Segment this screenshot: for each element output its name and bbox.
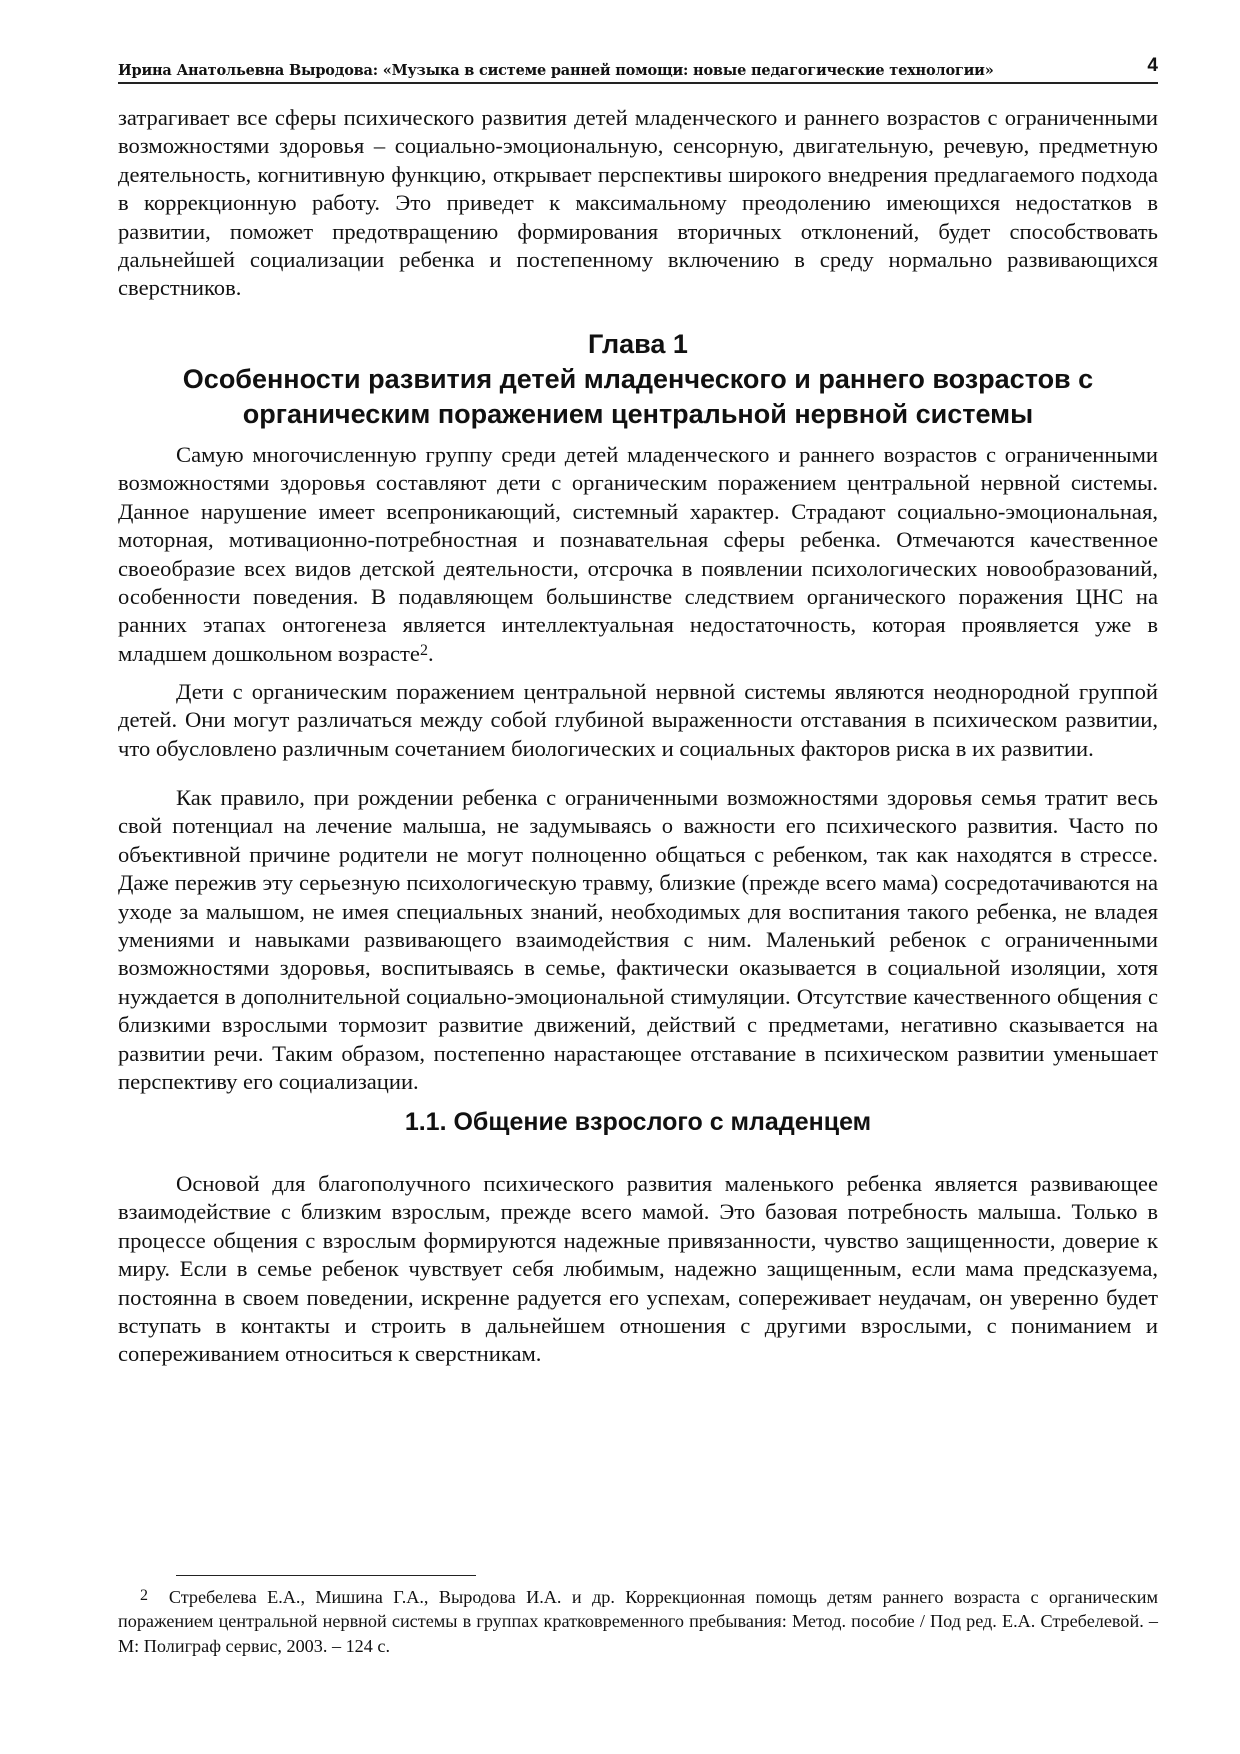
running-header <box>118 52 1158 84</box>
chapter-paragraph-1 <box>118 441 1158 668</box>
section-heading: 1.1. Общение взрослого с младенцем <box>404 1108 872 1136</box>
section-paragraph-1: Основой для благополучного психического развития маленького ребенка является развивающее взаимодействие с близким взрослым, прежде всего мамой. Это базовая потребность малыша. Только в процессе общения с взрослым формируются надежные привязанности, чувство защищенности, доверие к миру. Если в семье ребенок чувствует себя любимым, надежно защищенным, если мама предсказуема, постоянна в своем поведении, искренне радуется его успехам, сопереживает неудачам, он уверенно будет вступать в контакты и строить в дальнейшем отношения с другими взрослыми, с пониманием и сопереживанием относиться к сверстникам. <box>118 1171 1158 1367</box>
paragraph-end: . <box>427 640 434 666</box>
chapter-heading <box>118 327 1158 432</box>
chapter-title-line-1: Особенности развития детей младенческого и раннего возрастов с <box>182 364 1094 394</box>
page-number: 4 <box>1147 55 1158 76</box>
chapter-label: Глава 1 <box>588 329 688 359</box>
footnote-reference: 2 <box>419 641 428 659</box>
paragraph-text: Самую многочисленную группу среди детей младенческого и раннего возрастов с ограниченными возможностями здоровья составляют дети с органическим поражением центральной нервной системы. Данное нарушение имеет всепроникающий, системный характер. Страдают социально-эмоциональная, моторная, мотивационно-потребностная и познавательная сферы ребенка. Отмечаются качественное своеобразие всех видов детской деятельности, отсрочка в появлении психологических новообразований, особенности поведения. В подавляющем большинстве следствием органического поражения ЦНС на ранних этапах онтогенеза является интеллектуальная недостаточность, которая проявляется уже в младшем дошкольном возрасте <box>118 442 1158 666</box>
footnote-separator <box>176 1575 476 1576</box>
chapter-paragraph-3: Как правило, при рождении ребенка с ограниченными возможностями здоровья семья тратит весь свой потенциал на лечение малыша, не задумываясь о важности его психического развития. Часто по объективной причине родители не могут полноценно общаться с ребенком, так как находятся в стрессе. Даже пережив эту серьезную психологическую травму, близкие (прежде всего мама) сосредотачиваются на уходе за малышом, не имея специальных знаний, необходимых для воспитания такого ребенка, не владея умениями и навыками развивающего взаимодействия с ним. Маленький ребенок с ограниченными возможностями здоровья, воспитываясь в семье, фактически оказывается в социальной изоляции, хотя нуждается в дополнительной социально-эмоциональной стимуляции. Отсутствие качественного общения с близкими взрослыми тормозит развитие движений, действий с предметами, негативно сказывается на развитии речи. Таким образом, постепенно нарастающее отставание в психическом развитии уменьшает перспективу его социализации. <box>118 785 1158 1095</box>
footnote-text: Стребелева Е.А., Мишина Г.А., Выродова И.А. и др. Коррекционная помощь детям раннего возраста с органическим поражением центральной нервной системы в группах кратковременного пребывания: Метод. пособие / Под ред. Е.А. Стребелевой. – М: Полиграф сервис, 2003. – 124 с. <box>118 1587 1158 1656</box>
footnote <box>118 1585 1158 1658</box>
header-title: Ирина Анатольевна Выродова: «Музыка в системе ранней помощи: новые педагогические технологии» <box>118 62 994 79</box>
intro-paragraph: затрагивает все сферы психического развития детей младенческого и раннего возрастов с ограниченными возможностями здоровья – социально-эмоциональную, сенсорную, двигательную, речевую, предметную деятельность, когнитивную функцию, открывает перспективы широкого внедрения предлагаемого подхода в коррекционную работу. Это приведет к максимальному преодолению имеющихся недостатков в развитии, поможет предотвращению формирования вторичных отклонений, будет способствовать дальнейшей социализации ребенка и постепенному включению в среду нормально развивающихся сверстников. <box>118 105 1158 301</box>
footnote-number: 2 <box>140 1587 148 1604</box>
chapter-paragraph-2: Дети с органическим поражением центральной нервной системы являются неоднородной группой детей. Они могут различаться между собой глубиной выраженности отставания в психическом развитии, что обусловлено различным сочетанием биологических и социальных факторов риска в их развитии. <box>118 679 1158 761</box>
chapter-title-line-2: органическим поражением центральной нервной системы <box>242 399 1034 429</box>
